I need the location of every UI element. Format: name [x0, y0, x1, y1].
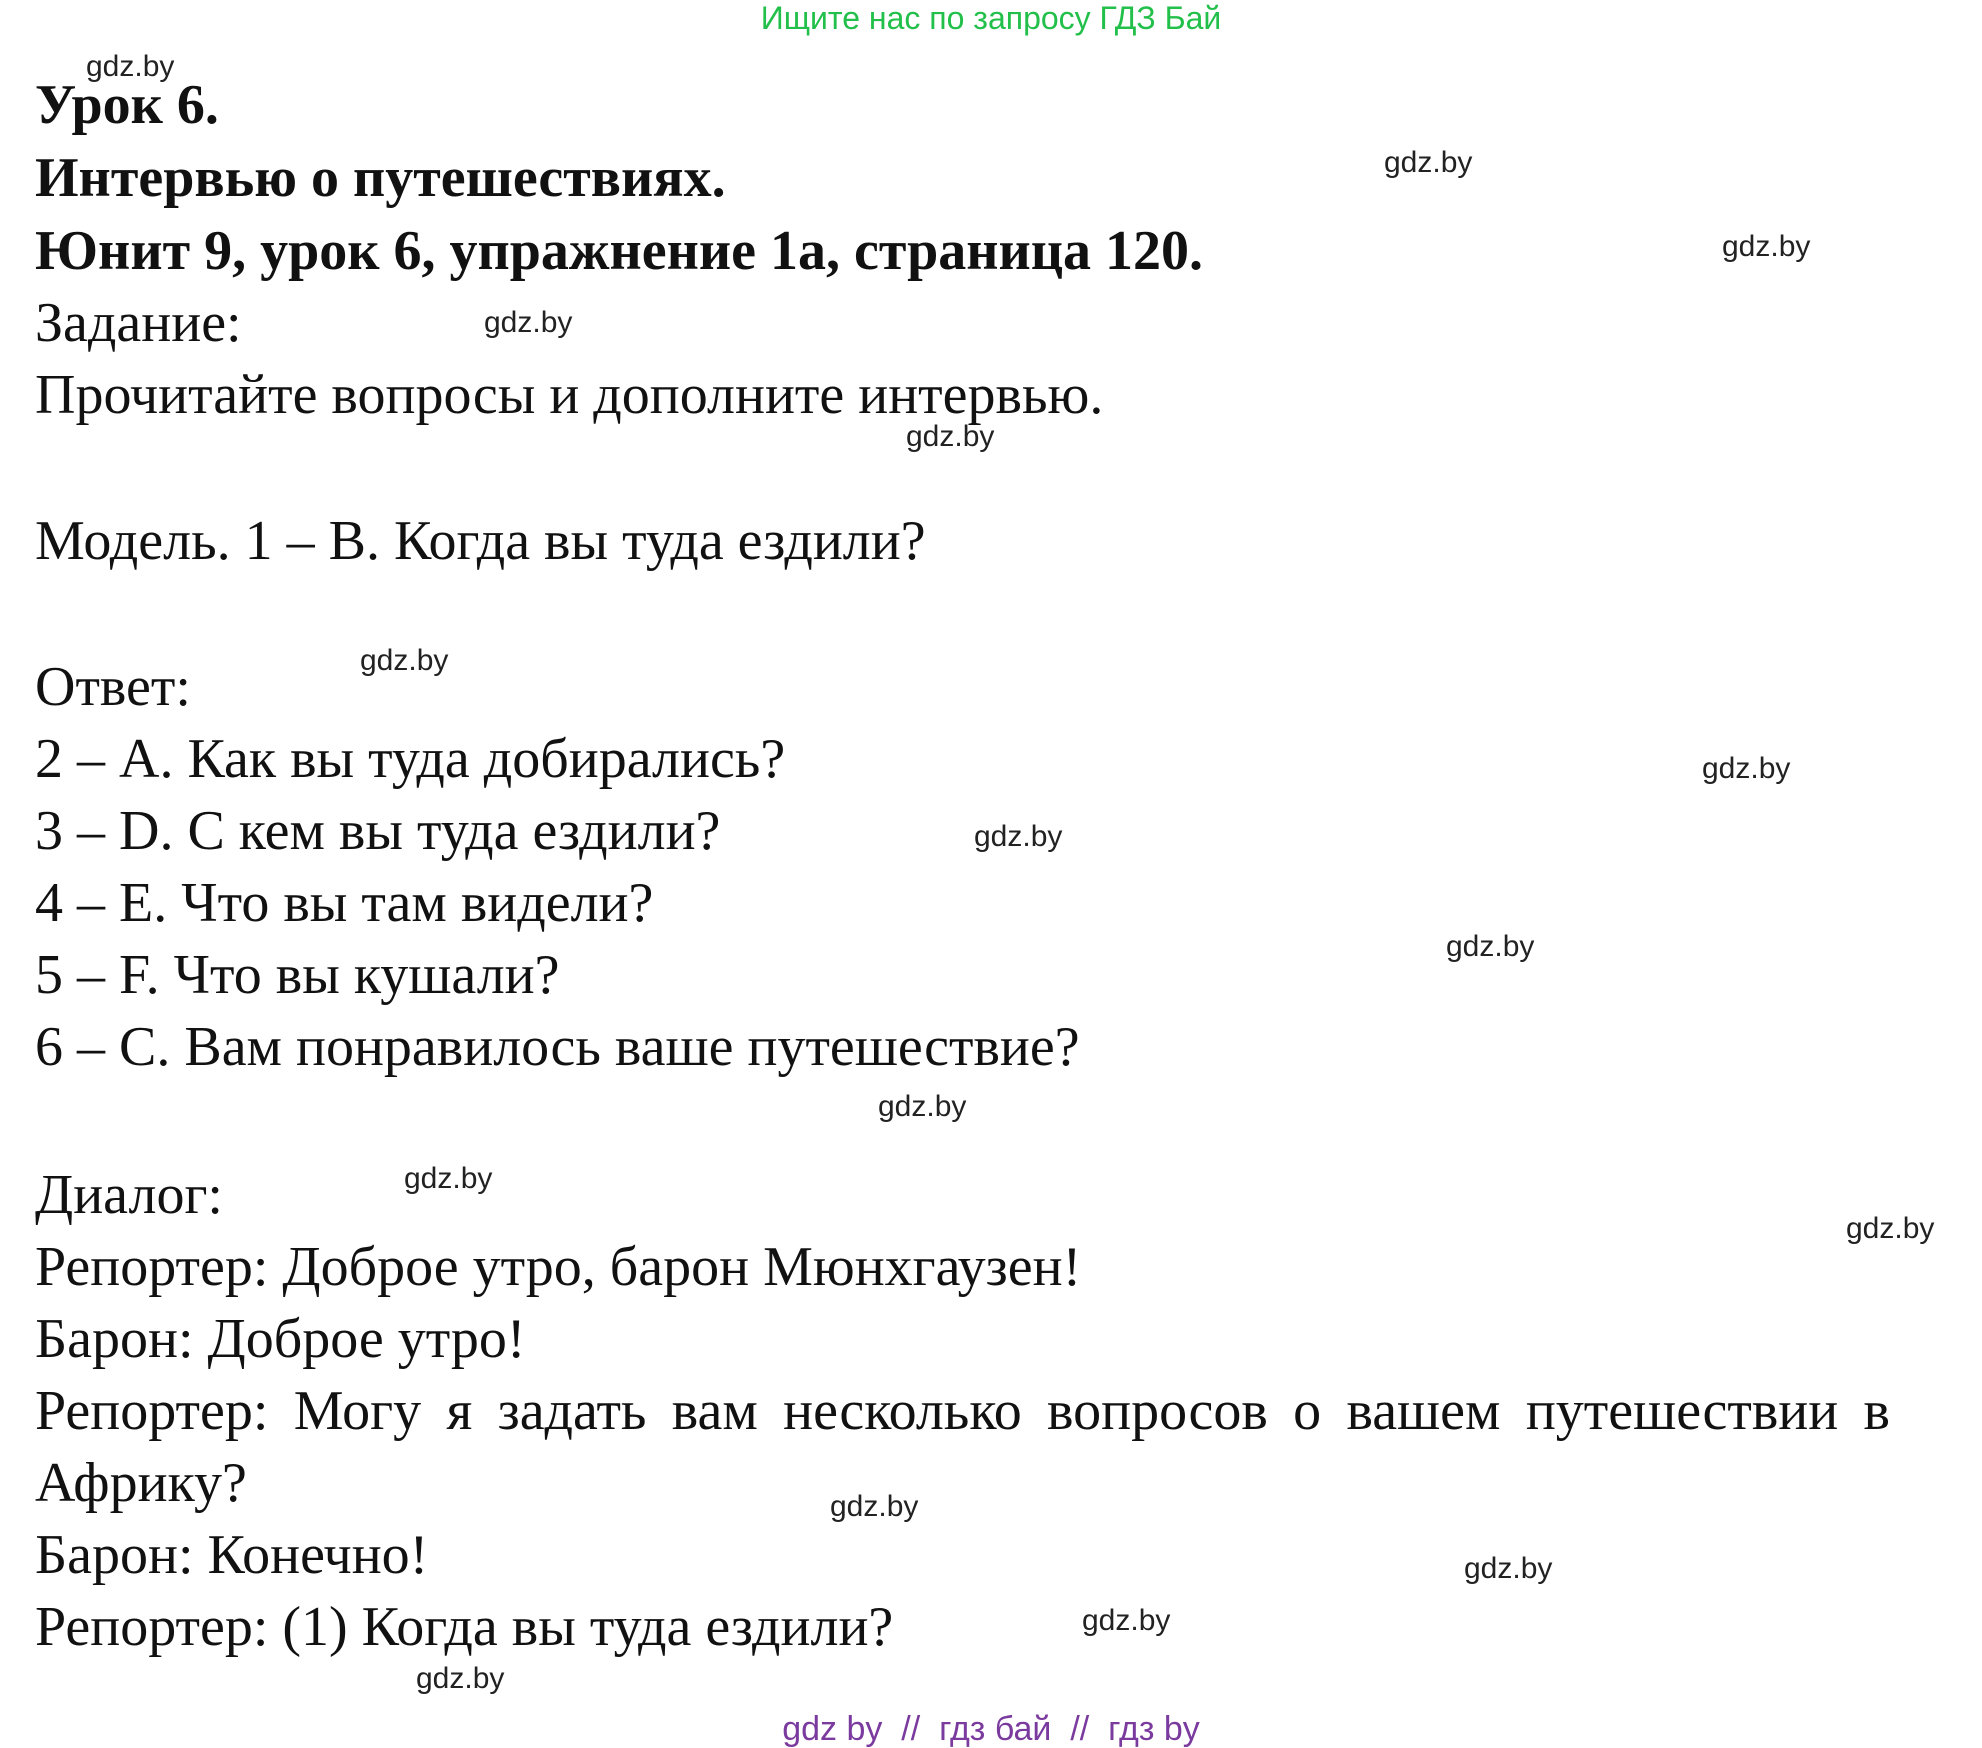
watermark: gdz.by — [1722, 230, 1811, 263]
watermark: gdz.by — [906, 420, 995, 453]
dialog-line: Репортер: (1) Когда вы туда ездили? — [35, 1596, 894, 1658]
watermark: gdz.by — [484, 306, 573, 339]
dialog-line: Репортер: Доброе утро, барон Мюнхгаузен! — [35, 1236, 1082, 1298]
answer-item: 5 – F. Что вы кушали? — [35, 944, 560, 1006]
watermark: gdz.by — [878, 1090, 967, 1123]
answer-item: 2 – А. Как вы туда добирались? — [35, 728, 786, 790]
watermark: gdz.by — [1082, 1604, 1171, 1637]
answer-item: 3 – D. С кем вы туда ездили? — [35, 800, 721, 862]
watermark: gdz.by — [1446, 930, 1535, 963]
answer-item: 6 – С. Вам понравилось ваше путешествие? — [35, 1016, 1080, 1078]
top-banner: Ищите нас по запросу ГДЗ Бай — [760, 0, 1222, 36]
dialog-line: Барон: Конечно! — [35, 1524, 429, 1586]
watermark: gdz.by — [1464, 1552, 1553, 1585]
watermark: gdz.by — [1702, 752, 1791, 785]
watermark: gdz.by — [360, 644, 449, 677]
lesson-topic: Интервью о путешествиях. — [35, 147, 726, 209]
task-label: Задание: — [35, 292, 242, 354]
answer-item: 4 – Е. Что вы там видели? — [35, 872, 654, 934]
watermark: gdz.by — [86, 50, 175, 83]
watermark: gdz.by — [1384, 146, 1473, 179]
watermark: gdz.by — [830, 1490, 919, 1523]
dialog-line: Репортер: Могу я задать вам несколько вопросов о вашем путешествии в — [35, 1380, 1890, 1442]
answer-label: Ответ: — [35, 656, 191, 718]
watermark: gdz.by — [416, 1662, 505, 1695]
model-line: Модель. 1 – В. Когда вы туда ездили? — [35, 510, 926, 572]
dialog-label: Диалог: — [35, 1164, 223, 1226]
watermark: gdz.by — [1846, 1212, 1935, 1245]
dialog-line: Африку? — [35, 1452, 247, 1514]
watermark: gdz.by — [974, 820, 1063, 853]
watermark: gdz.by — [404, 1162, 493, 1195]
exercise-reference: Юнит 9, урок 6, упражнение 1а, страница 120. — [35, 220, 1204, 282]
lesson-title: Урок 6. — [35, 74, 219, 136]
dialog-line: Барон: Доброе утро! — [35, 1308, 526, 1370]
task-text: Прочитайте вопросы и дополните интервью. — [35, 364, 1104, 426]
bottom-banner: gdz by // гдз бай // гдз by — [782, 1710, 1200, 1748]
